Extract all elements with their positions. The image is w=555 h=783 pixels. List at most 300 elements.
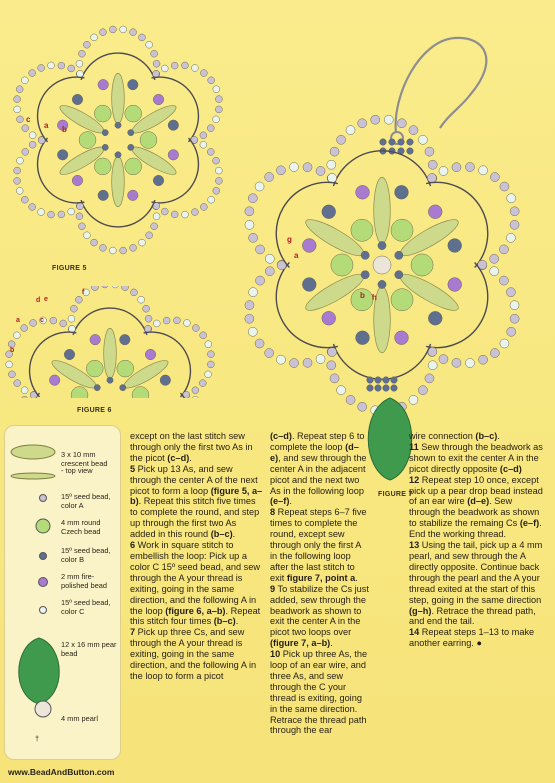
ring-bead — [448, 239, 462, 253]
seed-bead — [265, 172, 274, 181]
center-seed-bead — [120, 399, 126, 405]
seed-bead — [265, 254, 274, 263]
seed-bead — [346, 126, 355, 135]
seed-bead — [507, 327, 516, 336]
seed-bead — [191, 64, 198, 71]
seed-bead — [14, 167, 21, 174]
center-seed-bead — [378, 241, 386, 249]
czech-bead — [117, 360, 134, 377]
legend-label: - top view — [61, 466, 93, 475]
figure-6-point-label: e — [44, 296, 48, 303]
seed-bead — [205, 341, 212, 348]
center-seed-bead — [395, 271, 403, 279]
seed-bead — [215, 177, 222, 184]
seed-bead — [161, 208, 168, 215]
figure-6-point-label: f — [82, 289, 85, 296]
seed-bead — [490, 172, 499, 181]
instructions-column-3 — [409, 431, 545, 649]
bold-run: (figure 7, a–b) — [270, 638, 331, 649]
seed-bead — [510, 314, 519, 323]
seed-bead — [465, 162, 474, 171]
seed-bead — [109, 247, 116, 254]
connector-bead — [398, 139, 405, 146]
seed-bead — [151, 223, 158, 230]
text-run: . — [235, 616, 239, 627]
legend-mark: † — [35, 734, 40, 743]
seed-bead — [21, 396, 28, 403]
legend-icons — [5, 426, 122, 761]
bold-run: 6 — [130, 540, 136, 551]
seed-bead — [316, 166, 325, 175]
seed-bead — [418, 386, 427, 395]
bold-run: 8 — [270, 507, 276, 518]
seed-bead — [50, 317, 57, 324]
connector-bead — [367, 377, 374, 384]
ring-bead — [57, 150, 68, 161]
seed-bead — [16, 157, 23, 164]
connector-bead — [367, 385, 374, 392]
seed-bead — [506, 233, 515, 242]
seed-bead — [29, 132, 36, 139]
figure-7-point-label: h — [372, 293, 377, 302]
center-seed-bead — [120, 384, 126, 390]
seed-bead — [208, 77, 215, 84]
crescent-bead-icon — [11, 445, 55, 459]
bold-run: (c–d) — [167, 452, 190, 463]
center-seed-bead — [107, 377, 113, 383]
instruction-paragraph — [130, 431, 263, 464]
seed-bead — [101, 281, 108, 288]
seed-bead — [192, 387, 199, 394]
instructions-column-2 — [270, 431, 369, 736]
seed-bead — [289, 358, 298, 367]
bold-run: 14 — [409, 627, 420, 638]
seed-bead — [120, 26, 127, 33]
ring-bead — [160, 375, 171, 386]
seed-bead — [112, 281, 119, 288]
seed-bead — [245, 314, 254, 323]
ring-bead — [302, 278, 316, 292]
seed-bead — [207, 351, 214, 358]
seed-bead — [199, 403, 206, 410]
seed-bead — [38, 64, 45, 71]
text-run: . Repeat this stitch four times — [130, 605, 261, 627]
seed-bead — [409, 395, 418, 404]
instruction-paragraph — [409, 627, 545, 649]
connector-bead — [407, 148, 414, 155]
seed-bead — [58, 211, 65, 218]
seed-bead — [68, 65, 75, 72]
seed-bead — [479, 166, 488, 175]
seed-bead — [327, 361, 336, 370]
text-run: Repeat steps 1–13 to make another earring. — [409, 627, 535, 649]
seed-bead — [490, 348, 499, 357]
seed-bead — [138, 239, 145, 246]
seed-bead — [439, 354, 448, 363]
seed-bead — [200, 332, 207, 339]
instruction-paragraph — [130, 627, 263, 682]
connector-bead — [383, 385, 390, 392]
czech-bead — [331, 254, 353, 276]
seed-bead — [384, 115, 393, 124]
seed-bead — [507, 194, 516, 203]
seed-bead — [199, 380, 206, 387]
czech-bead — [125, 158, 142, 175]
seed-bead — [316, 354, 325, 363]
seed-bead — [425, 147, 434, 156]
ear-wire — [396, 38, 487, 133]
seed-bead — [13, 332, 20, 339]
connector-bead — [375, 377, 382, 384]
text-run: . Repeat this stitch five times to complete the round, and step up through the first two As added in this round — [130, 496, 260, 540]
figure-7-point-label: g — [287, 235, 292, 244]
center-seed-bead — [128, 144, 134, 150]
czech-bead — [391, 289, 413, 311]
seed-bead — [130, 289, 137, 296]
seed-bead — [490, 254, 499, 263]
seed-bead — [21, 77, 28, 84]
instruction-paragraph — [409, 431, 545, 442]
seed-bead — [213, 86, 220, 93]
bold-run: (figure 6, a–b) — [165, 605, 226, 616]
legend-label: 15º seed bead, color C — [61, 598, 111, 616]
seed-bead — [346, 395, 355, 404]
bold-run: (figure 5, a–b) — [130, 485, 263, 507]
crescent-top-view-icon — [11, 473, 55, 479]
seed-bead — [249, 288, 258, 297]
seed-bead — [215, 167, 222, 174]
seed-bead — [21, 387, 28, 394]
seed-bead — [208, 196, 215, 203]
seed-bead — [122, 499, 129, 506]
text-run: . Retrace the thread path, and end the tail. — [409, 605, 536, 627]
seed-bead — [200, 204, 207, 211]
legend-label: 15º seed bead, color A — [61, 492, 111, 510]
bold-run: (b–c) — [475, 431, 498, 441]
seed-bead — [77, 70, 84, 77]
footer-url: www.BeadAndButton.com — [8, 767, 115, 777]
seed-bead — [48, 211, 55, 218]
center-seed-bead — [94, 384, 100, 390]
ring-bead — [64, 349, 75, 360]
seed-bead — [60, 320, 67, 327]
ring-bead — [356, 331, 370, 345]
legend-label: 15º seed bead, color B — [61, 546, 111, 564]
seed-bead — [22, 148, 29, 155]
seed-bead — [255, 182, 264, 191]
ring-bead — [302, 239, 316, 253]
bold-run: 5 — [130, 463, 136, 474]
seed-bead — [171, 62, 178, 69]
bold-run: (g–h) — [409, 605, 432, 616]
bold-run: ● — [476, 638, 482, 649]
seed-bead — [465, 358, 474, 367]
seed-bead — [75, 296, 82, 303]
seed-bead — [248, 327, 257, 336]
text-run: . — [289, 496, 292, 507]
text-run: Pick up three As, the loop of an ear wire, and three As, and sew through the C your thread is exiting, going in the same direction. Retrace the thread path through the ear — [270, 649, 368, 736]
seed-bead — [276, 166, 285, 175]
instruction-paragraph — [270, 649, 369, 736]
connector-bead — [407, 139, 414, 146]
czech-bead — [140, 132, 157, 149]
seed-bead — [207, 125, 214, 132]
ring-bead — [98, 190, 109, 201]
crescent-bead — [104, 328, 117, 378]
seed-bead — [207, 422, 214, 429]
seed-bead — [30, 319, 37, 326]
seed-bead — [207, 361, 214, 368]
seed-bead — [428, 160, 437, 169]
bold-run: (c–d) — [499, 463, 522, 474]
instruction-paragraph — [270, 431, 369, 507]
connector-bead — [380, 139, 387, 146]
center-seed-bead — [94, 399, 100, 405]
seed-bead — [428, 361, 437, 370]
connector-bead — [375, 385, 382, 392]
seed-bead — [425, 374, 434, 383]
figure-6-label: FIGURE 6 — [77, 407, 112, 414]
seed-bead — [358, 402, 367, 411]
ring-bead — [448, 278, 462, 292]
ring-bead — [428, 311, 442, 325]
seed-bead — [205, 412, 212, 419]
seed-bead — [256, 245, 265, 254]
text-run: . Repeat step 6 to complete the loop — [270, 431, 365, 452]
seed-bead — [77, 203, 84, 210]
legend-label: 12 x 16 mm pear bead — [61, 640, 117, 658]
bold-run: 11 — [409, 441, 419, 452]
ring-bead — [98, 79, 109, 90]
seed-bead — [122, 284, 129, 291]
figure-5-point-label: c — [26, 115, 31, 124]
text-run: Repeat steps 6–7 five times to complete the round, except sew through only the first A in the following loop after the last stitch to exit — [270, 507, 367, 583]
seed-bead — [6, 361, 13, 368]
seed-bead — [68, 208, 75, 215]
text-run: except on the last stitch sew through only the first two As in the picot — [130, 431, 253, 463]
seed-bead — [8, 412, 15, 419]
seed-bead — [510, 301, 519, 310]
seed-bead — [16, 116, 23, 123]
figure-5-point-label: a — [44, 121, 49, 130]
seed-bead — [506, 288, 515, 297]
seed-bead — [38, 209, 45, 216]
crescent-bead — [121, 398, 171, 434]
seed-bead — [499, 245, 508, 254]
seed-bead — [249, 233, 258, 242]
seed-bead — [153, 60, 160, 67]
center-seed-bead — [115, 122, 121, 128]
bold-run: (b–c) — [213, 616, 236, 627]
seed-bead — [109, 26, 116, 33]
seed-bead — [70, 305, 77, 312]
seed-bead — [183, 319, 190, 326]
seed-bead — [163, 317, 170, 324]
czech-bead — [411, 254, 433, 276]
seed-bead-a-icon — [40, 495, 47, 502]
connector-bead — [383, 377, 390, 384]
seed-bead — [409, 126, 418, 135]
czech-bead — [94, 158, 111, 175]
seed-bead — [153, 213, 160, 220]
ring-bead — [49, 405, 60, 416]
seed-bead — [69, 325, 76, 332]
czech-bead-icon — [36, 519, 50, 533]
center-pearl — [373, 256, 391, 274]
text-run: . — [497, 431, 500, 441]
seed-bead — [200, 141, 207, 148]
seed-bead — [78, 223, 85, 230]
seed-bead — [138, 34, 145, 41]
seed-bead — [130, 29, 137, 36]
seed-bead — [8, 371, 15, 378]
crescent-bead — [112, 156, 125, 206]
figure-6-point-label: a — [16, 317, 20, 324]
seed-bead — [14, 106, 21, 113]
figure-6-point-label: b — [10, 347, 15, 354]
bold-run: (b–c) — [210, 529, 233, 540]
text-run: . — [355, 572, 358, 583]
seed-bead — [143, 305, 150, 312]
seed-bead-b-icon — [40, 553, 47, 560]
ring-bead — [395, 185, 409, 199]
seed-bead — [213, 187, 220, 194]
seed-bead — [303, 358, 312, 367]
seed-bead — [500, 182, 509, 191]
instruction-paragraph — [409, 475, 545, 540]
seed-bead — [171, 211, 178, 218]
bold-run: 10 — [270, 649, 281, 660]
text-run: Using the tail, pick up a 4 mm pearl, and sew through the A directly opposite. Continue back through the pearl and the A your thread exited at the start of this step, going in the same direction — [409, 540, 543, 605]
seed-bead — [145, 325, 152, 332]
figure-5-label: FIGURE 5 — [52, 265, 87, 272]
seed-bead — [29, 70, 36, 77]
figure-7-diagram — [245, 38, 519, 480]
czech-bead — [79, 132, 96, 149]
seed-bead — [499, 276, 508, 285]
connector-bead — [391, 385, 398, 392]
instruction-paragraph — [270, 584, 369, 649]
ring-bead — [356, 185, 370, 199]
seed-bead — [200, 70, 207, 77]
seed-bead — [213, 157, 220, 164]
center-seed-bead — [395, 251, 403, 259]
ring-bead — [120, 334, 131, 345]
figure-7-label: FIGURE 7 — [378, 491, 413, 498]
text-run: wire connection — [409, 431, 476, 441]
seed-bead — [99, 29, 106, 36]
seed-bead — [173, 317, 180, 324]
seed-bead — [245, 301, 254, 310]
legend-label: 4 mm round Czech bead — [61, 518, 101, 536]
figure-7-point-label: b — [360, 291, 365, 300]
text-run: Pick up 13 As, and sew through the center A of the next picot to form a loop — [130, 463, 258, 496]
instructions-column-1 — [130, 431, 263, 682]
figure-5-diagram — [14, 26, 223, 254]
legend-label: 2 mm fire-polished bead — [61, 572, 108, 590]
seed-bead — [452, 163, 461, 172]
seed-bead — [68, 315, 75, 322]
text-run: To stabilize the Cs just added, sew through the beadwork as shown to exit the center A in the picot two loops over — [270, 583, 369, 638]
center-seed-bead — [361, 251, 369, 259]
figure-6-point-label: c — [40, 317, 44, 324]
seed-bead — [181, 62, 188, 69]
seed-bead — [29, 141, 36, 148]
seed-bead — [191, 209, 198, 216]
czech-bead — [351, 219, 373, 241]
czech-bead — [391, 219, 413, 241]
seed-bead — [58, 62, 65, 69]
ring-bead — [128, 79, 139, 90]
instruction-paragraph — [409, 442, 545, 475]
seed-bead — [192, 396, 199, 403]
seed-bead — [145, 315, 152, 322]
bold-run: (e–f) — [270, 496, 290, 507]
seed-bead — [215, 106, 222, 113]
seed-bead — [265, 267, 274, 276]
seed-bead — [510, 220, 519, 229]
seed-bead — [16, 86, 23, 93]
seed-bead — [248, 194, 257, 203]
fire-polished-icon — [39, 578, 48, 587]
center-seed-bead — [361, 271, 369, 279]
seed-bead — [146, 232, 153, 239]
ring-bead — [168, 120, 179, 131]
center-seed-bead — [378, 280, 386, 288]
figure-5-point-label: b — [62, 125, 67, 134]
bold-run: (e–f) — [519, 518, 540, 529]
seed-bead — [16, 187, 23, 194]
seed-bead — [21, 196, 28, 203]
text-run: . Sew through the beadwork as shown to stabilize the remaing Cs — [409, 496, 540, 529]
seed-bead — [14, 96, 21, 103]
seed-bead — [303, 163, 312, 172]
ring-bead — [72, 175, 83, 186]
seed-bead — [245, 220, 254, 229]
text-run: . — [330, 638, 333, 649]
text-run: Sew through the beadwork as shown to exit the center A in the picot directly opposite — [409, 441, 543, 474]
text-run: Pick up three Cs, and sew through the A your thread is exiting, going in the same direction, and the following A in the loop to form a picot — [130, 627, 257, 681]
legend-label: 3 x 10 mm crescent bead — [61, 450, 108, 468]
bold-run: figure 7, point a — [286, 572, 356, 583]
bold-run: 9 — [270, 583, 276, 594]
seed-bead — [14, 177, 21, 184]
seed-bead-c-icon — [40, 607, 47, 614]
seed-bead — [327, 160, 336, 169]
ring-bead — [90, 334, 101, 345]
seed-bead — [161, 65, 168, 72]
seed-bead — [328, 173, 337, 182]
center-seed-bead — [102, 144, 108, 150]
seed-bead — [138, 296, 145, 303]
ring-bead — [128, 190, 139, 201]
seed-bead — [153, 320, 160, 327]
seed-bead — [78, 50, 85, 57]
seed-bead — [289, 162, 298, 171]
bold-run: (d–e) — [467, 496, 490, 507]
seed-bead — [21, 325, 28, 332]
seed-bead — [91, 239, 98, 246]
seed-bead — [418, 135, 427, 144]
seed-bead — [200, 132, 207, 139]
crescent-bead — [374, 177, 391, 243]
seed-bead — [14, 380, 21, 387]
czech-bead — [132, 387, 149, 404]
ring-bead — [49, 375, 60, 386]
instruction-paragraph — [130, 464, 263, 540]
seed-bead — [213, 116, 220, 123]
text-run: , and sew through the center A in the adjacent picot and the next two As in the following loop — [270, 452, 367, 496]
